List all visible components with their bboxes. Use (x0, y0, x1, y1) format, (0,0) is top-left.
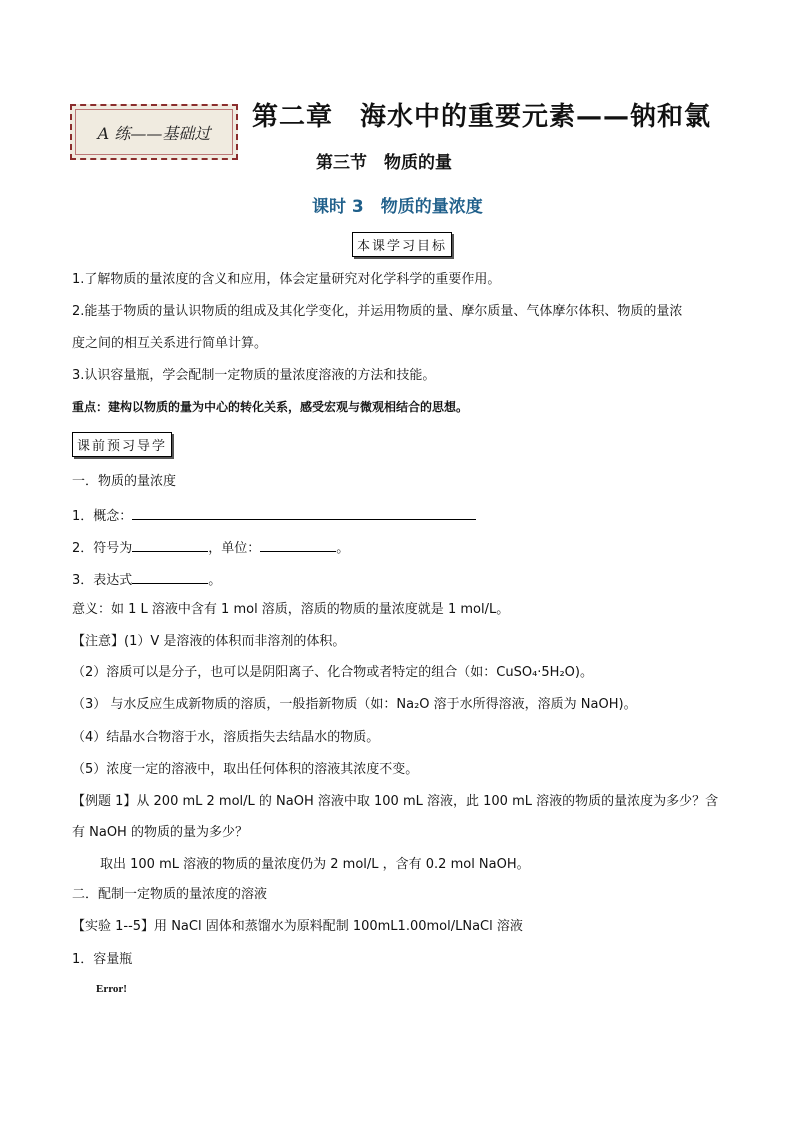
example-answer: 取出 100 mL 溶液的物质的量浓度仍为 2 mol/L ，含有 0.2 mol NaOH。 (100, 857, 530, 872)
goal-item-2-cont: 度之间的相互关系进行简单计算。 (72, 336, 268, 351)
note-2: （2）溶质可以是分子，也可以是阴阳离子、化合物或者特定的组合（如：CuSO₄·5H₂O)。 (72, 665, 593, 680)
example-line-1: 【例题 1】从 200 mL 2 mol/L 的 NaOH 溶液中取 100 mL 溶液，此 100 mL 溶液的物质的量浓度为多少？含 (72, 794, 719, 809)
question-3-end: 。 (208, 573, 222, 588)
goals-box-label: 本课学习目标 (352, 232, 452, 257)
subsection-volumetric-flask: 1．容量瓶 (72, 952, 133, 967)
part1-title: 一．物质的量浓度 (72, 474, 177, 489)
goal-item-2: 2.能基于物质的量认识物质的组成及其化学变化，并运用物质的量、摩尔质量、气体摩尔体积、物质的量浓 (72, 304, 683, 319)
section-title: 第三节 物质的量 (316, 153, 452, 173)
concept-blank[interactable] (132, 506, 476, 520)
key-point: 重点：建构以物质的量为中心的转化关系，感受宏观与微观相结合的思想。 (72, 400, 469, 414)
chapter-title: 第二章 海水中的重要元素——钠和氯 (252, 102, 712, 132)
question-2 (72, 538, 349, 558)
badge-label: A 练——基础过 (75, 109, 233, 155)
question-3-label: 3．表达式 (72, 573, 133, 588)
example-line-2: 有 NaOH 的物质的量为多少？ (72, 825, 248, 840)
note-3: （3） 与水反应生成新物质的溶质，一般指新物质（如：Na₂O 溶于水所得溶液，溶质为 NaOH)。 (72, 697, 637, 712)
note-4: （4）结晶水合物溶于水，溶质指失去结晶水的物质。 (72, 730, 380, 745)
note-1: 【注意】(1）V 是溶液的体积而非溶剂的体积。 (72, 634, 346, 649)
experiment-line: 【实验 1--5】用 NaCl 固体和蒸馏水为原料配制 100mL1.00mol/LNaCl 溶液 (72, 919, 523, 934)
preview-box-label: 课前预习导学 (72, 432, 172, 457)
unit-blank[interactable] (260, 538, 336, 552)
question-3 (72, 570, 221, 590)
lesson-title: 课时 3 物质的量浓度 (312, 197, 483, 217)
expression-blank[interactable] (132, 570, 208, 584)
note-5: （5）浓度一定的溶液中，取出任何体积的溶液其浓度不变。 (72, 762, 419, 777)
question-2-unit-label: ，单位： (208, 541, 261, 556)
goal-item-1: 1.了解物质的量浓度的含义和应用，体会定量研究对化学科学的重要作用。 (72, 272, 501, 287)
part2-title: 二．配制一定物质的量浓度的溶液 (72, 887, 268, 902)
question-2-end: 。 (336, 541, 350, 556)
section-badge (70, 104, 238, 160)
symbol-blank[interactable] (132, 538, 208, 552)
question-1-label: 1．概念： (72, 509, 133, 524)
error-text: Error! (96, 983, 127, 995)
meaning-line: 意义：如 1 L 溶液中含有 1 mol 溶质，溶质的物质的量浓度就是 1 mol/L。 (72, 602, 510, 617)
question-1 (72, 506, 476, 526)
question-2-label: 2．符号为 (72, 541, 133, 556)
goal-item-3: 3.认识容量瓶，学会配制一定物质的量浓度溶液的方法和技能。 (72, 368, 436, 383)
